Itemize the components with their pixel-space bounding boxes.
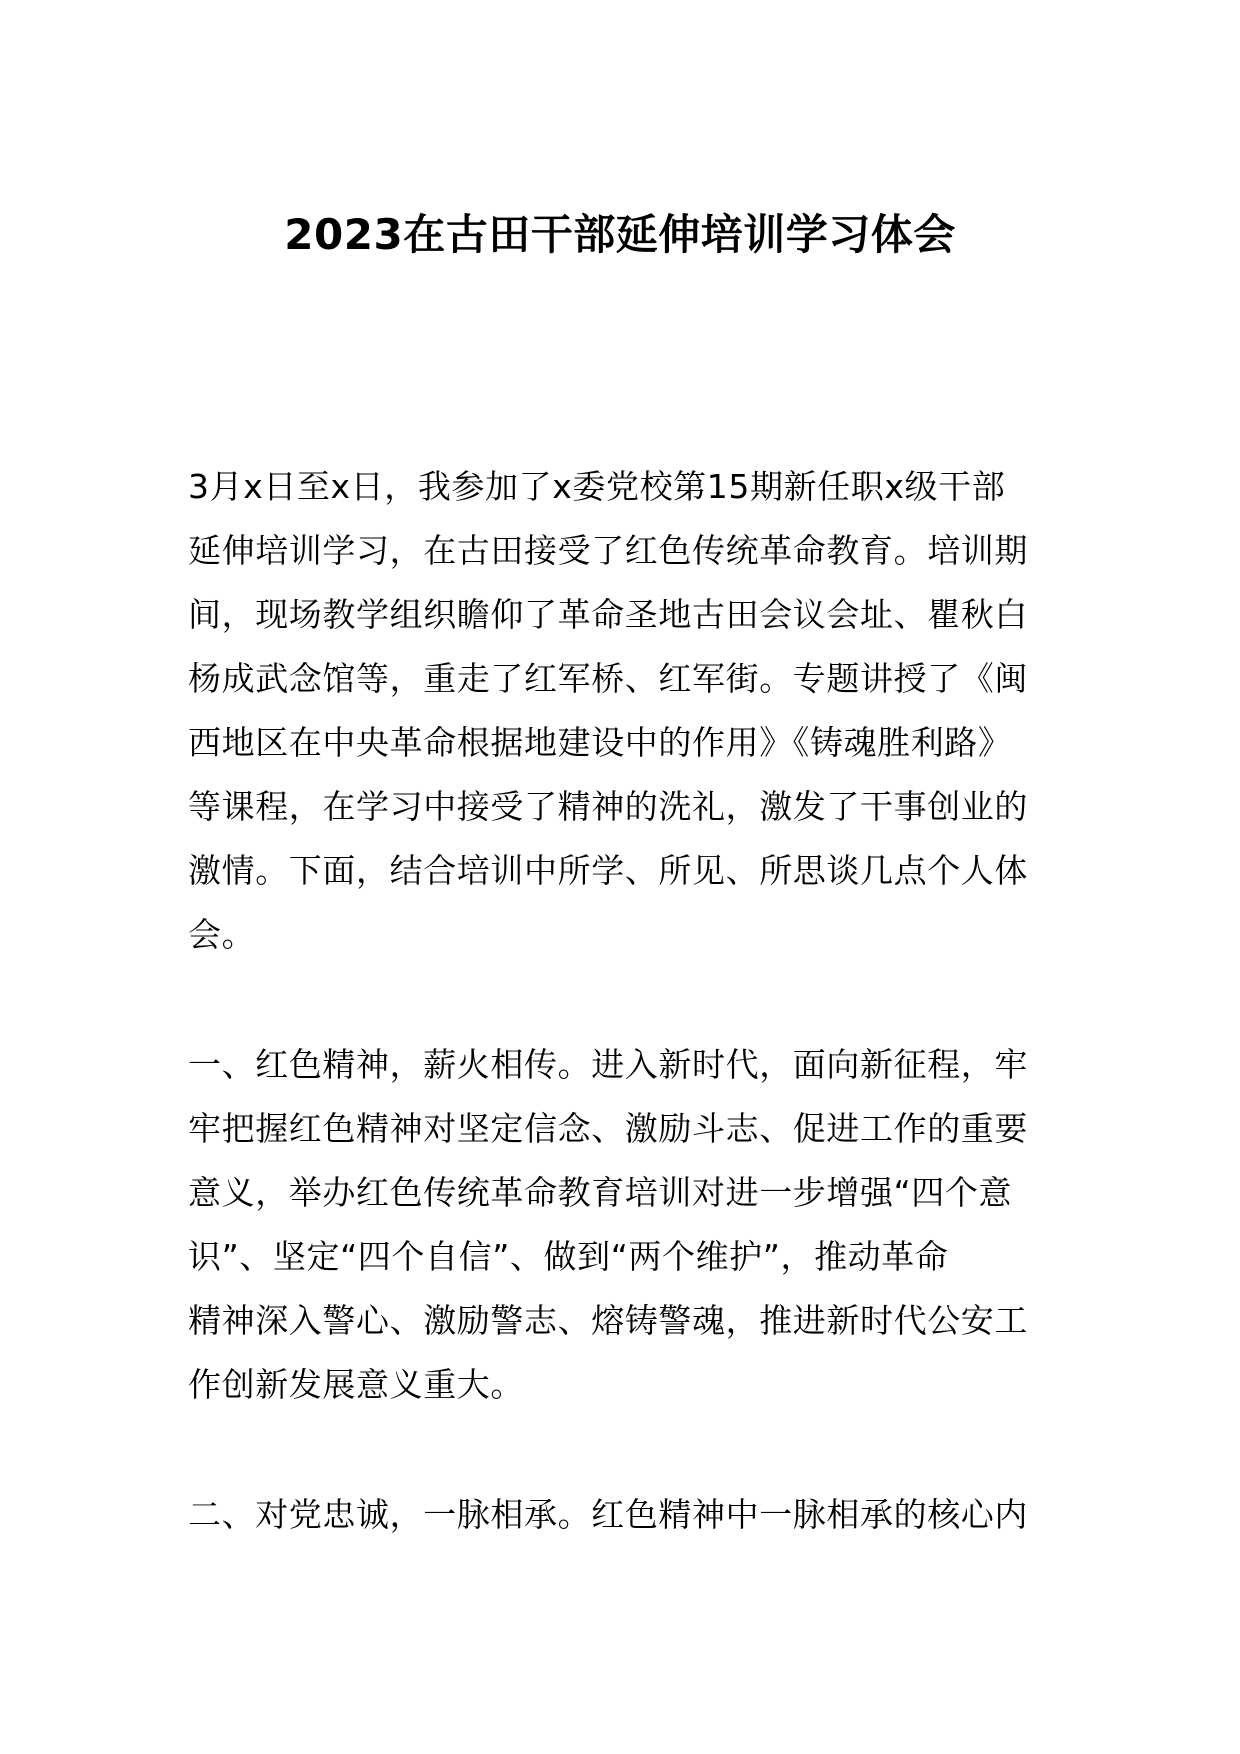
paragraph-line: 西地区在中央革命根据地建设中的作用》《铸魂胜利路》 [188, 723, 1012, 762]
paragraph-line: 等课程，在学习中接受了精神的洗礼，激发了干事创业的 [188, 787, 1028, 826]
paragraph-section-two [188, 1483, 1058, 1547]
paragraph-line: 牢把握红色精神对坚定信念、激励斗志、促进工作的重要 [188, 1109, 1028, 1148]
paragraph-line: 意义，举办红色传统革命教育培训对进一步增强“四个意 [188, 1173, 1013, 1212]
paragraph-line: 精神深入警心、激励警志、熔铸警魂，推进新时代公安工 [188, 1301, 1028, 1340]
paragraph-gap [188, 967, 1058, 1033]
paragraph-line: 二、对党忠诚，一脉相承。红色精神中一脉相承的核心内 [188, 1495, 1028, 1534]
paragraph-line: 杨成武念馆等，重走了红军桥、红军街。专题讲授了《闽 [188, 659, 1028, 698]
paragraph-line: 间，现场教学组织瞻仰了革命圣地古田会议会址、瞿秋白 [188, 595, 1028, 634]
paragraph-line: 3月x日至x日，我参加了x委党校第15期新任职x级干部 [188, 467, 1006, 506]
paragraph-line: 识”、坚定“四个自信”、做到“两个维护”，推动革命 [188, 1237, 949, 1276]
document-title: 2023在古田干部延伸培训学习体会 [284, 210, 956, 259]
paragraph-line: 会。 [188, 915, 256, 954]
document-body [188, 455, 1058, 1547]
paragraph-section-one [188, 1033, 1058, 1417]
paragraph-gap [188, 1417, 1058, 1483]
paragraph-line: 延伸培训学习，在古田接受了红色传统革命教育。培训期 [188, 531, 1028, 570]
paragraph-line: 激情。下面，结合培训中所学、所见、所思谈几点个人体 [188, 851, 1028, 890]
paragraph-line: 一、红色精神，薪火相传。进入新时代，面向新征程，牢 [188, 1045, 1028, 1084]
paragraph-line: 作创新发展意义重大。 [188, 1365, 524, 1404]
paragraph-intro [188, 455, 1058, 967]
